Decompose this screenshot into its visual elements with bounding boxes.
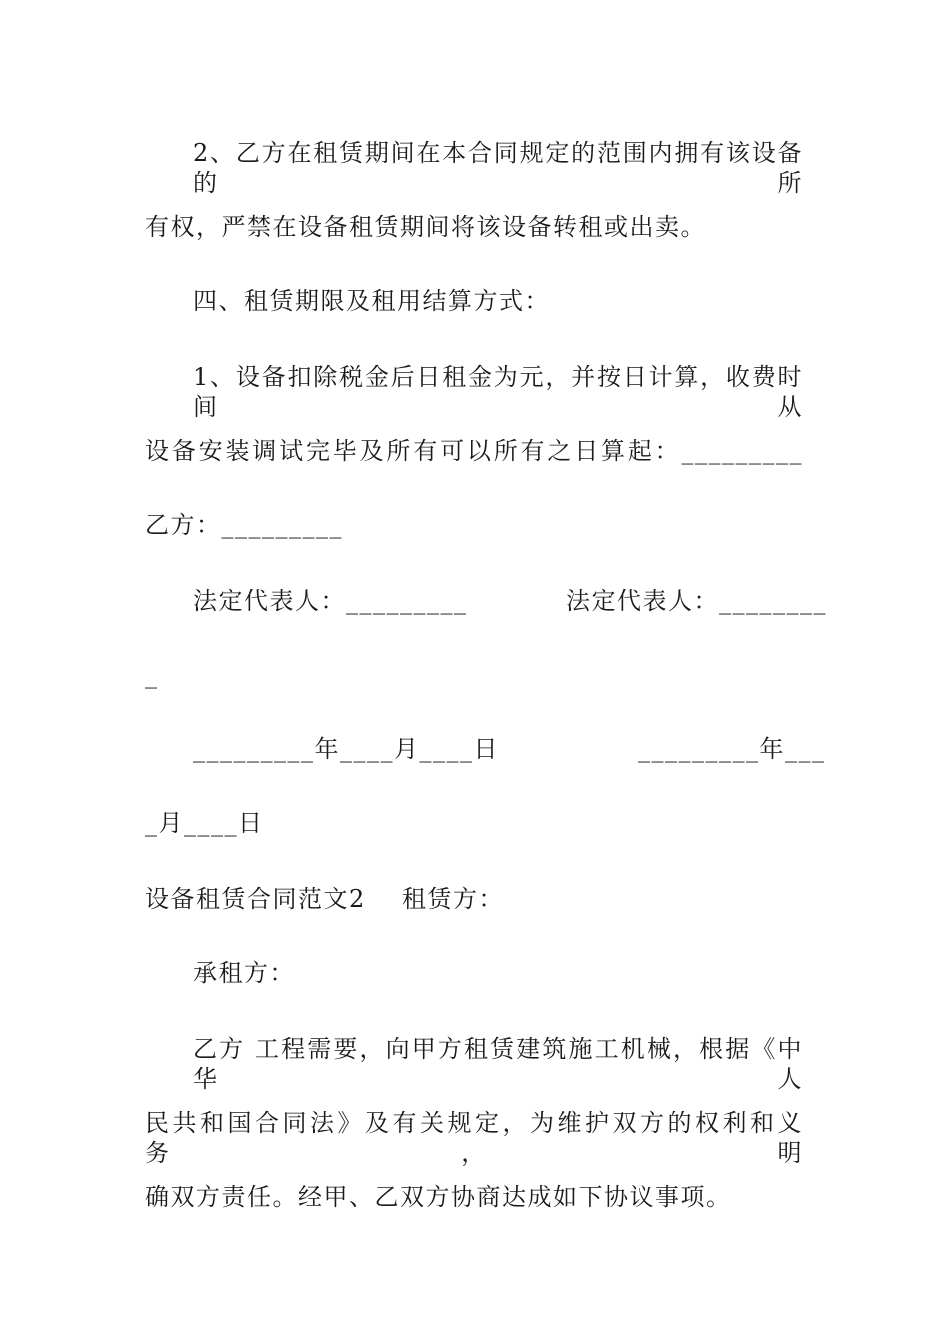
date-line-continuation: _月____日 — [145, 809, 264, 837]
legal-representative-left: 法定代表人：_________ — [193, 587, 468, 615]
paragraph-line: 1、设备扣除税金后日租金为元，并按日计算，收费时间从 — [193, 363, 803, 421]
date-line-left: _________年____月____日 — [193, 735, 499, 763]
lessee-label: 承租方： — [193, 959, 295, 987]
paragraph-line: 乙方 工程需要，向甲方租赁建筑施工机械，根据《中华人 — [193, 1035, 803, 1093]
legal-representative-right: 法定代表人：________ — [566, 587, 827, 615]
paragraph-line: 设备安装调试完毕及所有可以所有之日算起：_________ — [145, 437, 803, 465]
paragraph-line: 2、乙方在租赁期间在本合同规定的范围内拥有该设备的所 — [193, 139, 803, 197]
section-heading: 四、租赁期限及租用结算方式： — [193, 287, 550, 315]
date-line-right: _________年___ — [638, 735, 826, 763]
signature-line-party-b: 乙方：_________ — [145, 511, 343, 539]
lessor-label: 租赁方： — [402, 885, 504, 913]
paragraph-line: 确双方责任。经甲、乙双方协商达成如下协议事项。 — [145, 1183, 732, 1211]
paragraph-line: 有权，严禁在设备租赁期间将该设备转租或出卖。 — [145, 213, 706, 241]
underscore-continuation: _ — [145, 661, 159, 689]
paragraph-line: 民共和国合同法》及有关规定，为维护双方的权利和义务，明 — [145, 1109, 803, 1167]
document-subtitle: 设备租赁合同范文2 — [145, 885, 366, 913]
